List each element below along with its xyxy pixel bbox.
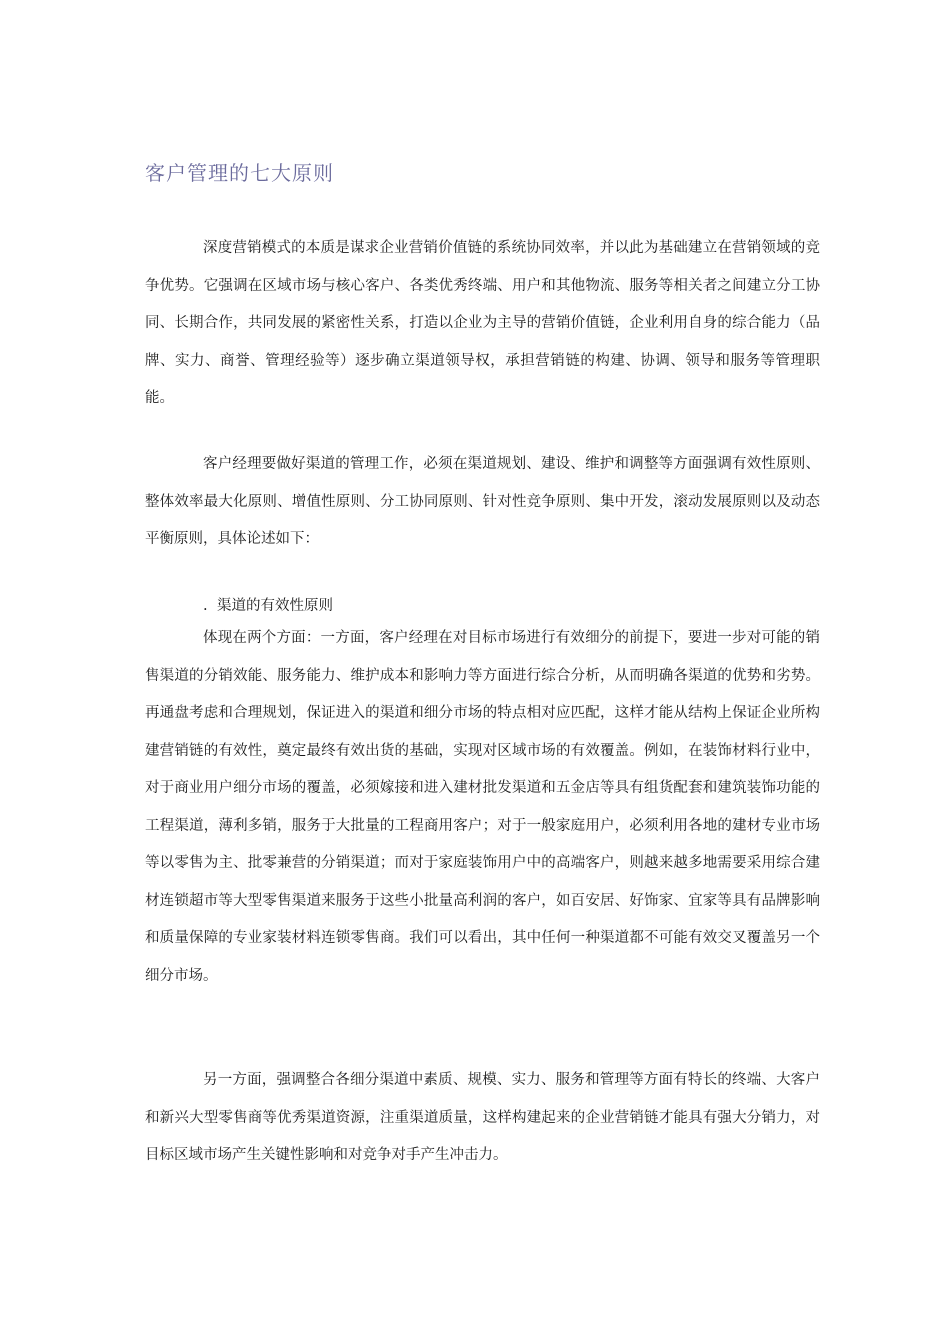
- section-heading-bullet: .: [203, 598, 208, 614]
- paragraph-effectiveness-second-aspect: 另一方面，强调整合各细分渠道中素质、规模、实力、服务和管理等方面有特长的终端、大客户和新兴大型零售商等优秀渠道资源，注重渠道质量，这样构建起来的企业营销链才能具有强大分销力，对目标区域市场产生关键性影响和对竞争对手产生冲击力。: [145, 1072, 820, 1163]
- paragraph-principles-overview: 客户经理要做好渠道的管理工作，必须在渠道规划、建设、维护和调整等方面强调有效性原则、整体效率最大化原则、增值性原则、分工协同原则、针对性竞争原则、集中开发，滚动发展原则以及动态平衡原则，具体论述如下：: [145, 456, 820, 547]
- paragraph-intro: 深度营销模式的本质是谋求企业营销价值链的系统协同效率，并以此为基础建立在营销领域的竞争优势。它强调在区域市场与核心客户、各类优秀终端、用户和其他物流、服务等相关者之间建立分工协同、长期合作，共同发展的紧密性关系，打造以企业为主导的营销价值链，企业利用自身的综合能力（品牌、实力、商誉、管理经验等）逐步确立渠道领导权，承担营销链的构建、协调、领导和服务等管理职能。: [145, 240, 820, 406]
- document-title: 客户管理的七大原则: [145, 161, 334, 185]
- paragraph-effectiveness-first-aspect: 体现在两个方面：一方面，客户经理在对目标市场进行有效细分的前提下，要进一步对可能的销售渠道的分销效能、服务能力、维护成本和影响力等方面进行综合分析，从而明确各渠道的优势和劣势。再通盘考虑和合理规划，保证进入的渠道和细分市场的特点相对应匹配，这样才能从结构上保证企业所构建营销链的有效性，奠定最终有效出货的基础，实现对区域市场的有效覆盖。例如，在装饰材料行业中，对于商业用户细分市场的覆盖，必须嫁接和进入建材批发渠道和五金店等具有组货配套和建筑装饰功能的工程渠道，薄利多销，服务于大批量的工程商用客户；对于一般家庭用户，必须利用各地的建材专业市场等以零售为主、批零兼营的分销渠道；而对于家庭装饰用户中的高端客户，则越来越多地需要采用综合建材连锁超市等大型零售渠道来服务于这些小批量高利润的客户，如百安居、好饰家、宜家等具有品牌影响和质量保障的专业家装材料连锁零售商。我们可以看出，其中任何一种渠道都不可能有效交叉覆盖另一个细分市场。: [145, 630, 820, 984]
- section-heading-text: 渠道的有效性原则: [217, 598, 333, 614]
